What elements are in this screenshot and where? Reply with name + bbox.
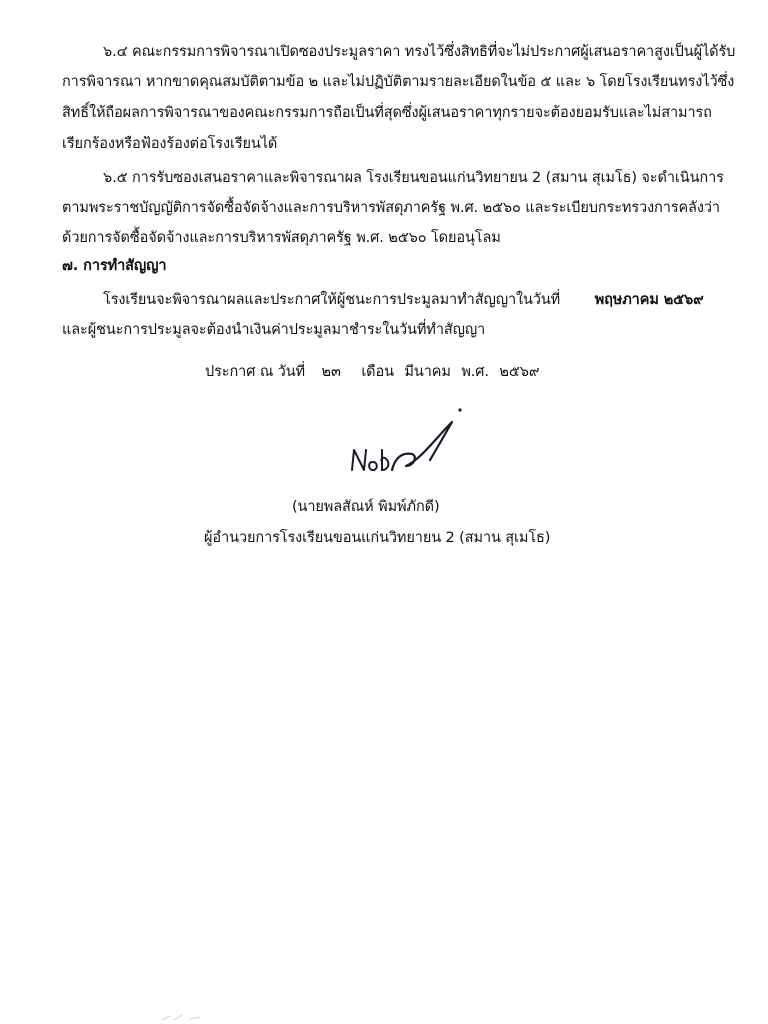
section-6-5-line-1: ๖.๕ การรับซองเสนอราคาและพิจารณาผล โรงเรียนขอนแก่นวิทยายน 2 (สมาน สุเมโธ) จะดำเนินการ bbox=[103, 170, 724, 186]
section-6-4-line-2: การพิจารณา หากขาดคุณสมบัติตามข้อ ๒ และไม่ปฏิบัติตามรายละเอียดในข้อ ๕ และ ๖ โดยโรงเรียนทรงไว้ซึ่ง bbox=[62, 74, 735, 90]
section-7-line-1 bbox=[103, 290, 704, 310]
announcement-line bbox=[205, 362, 539, 382]
announcement-day: ๒๓ bbox=[321, 364, 341, 380]
section-6-5-line-2: ตามพระราชบัญญัติการจัดซื้อจัดจ้างและการบริหารพัสดุภาครัฐ พ.ศ. ๒๕๖๐ และระเบียบกระทรวงการคลังว่า bbox=[62, 200, 720, 216]
section-7-line-1-text: โรงเรียนจะพิจารณาผลและประกาศให้ผู้ชนะการประมูลมาทำสัญญาในวันที่ bbox=[103, 292, 561, 308]
announcement-month: มีนาคม bbox=[404, 364, 451, 380]
section-7-heading: ๗. การทำสัญญา bbox=[62, 258, 167, 274]
handwritten-signature bbox=[340, 400, 470, 490]
announcement-month-label: เดือน bbox=[361, 364, 394, 380]
announcement-year: ๒๕๖๙ bbox=[499, 364, 540, 380]
section-6-5-line-3: ด้วยการจัดซื้อจัดจ้างและการบริหารพัสดุภาครัฐ พ.ศ. ๒๕๖๐ โดยอนุโลม bbox=[62, 230, 501, 246]
signatory-name: (นายพลสัณห์ พิมพ์ภักดี) bbox=[292, 499, 440, 515]
contract-date: พฤษภาคม ๒๕๖๙ bbox=[594, 292, 704, 308]
announcement-prefix: ประกาศ ณ วันที่ bbox=[205, 364, 305, 380]
scan-artifact bbox=[160, 1012, 220, 1022]
section-6-4-line-3: สิทธิ์ให้ถือผลการพิจารณาของคณะกรรมการถือเป็นที่สุดซึ่งผู้เสนอราคาทุกรายจะต้องยอมรับและไม่สามารถ bbox=[62, 105, 712, 121]
signatory-position: ผู้อำนวยการโรงเรียนขอนแก่นวิทยายน 2 (สมาน สุเมโธ) bbox=[204, 530, 551, 546]
section-6-4-line-4: เรียกร้องหรือฟ้องร้องต่อโรงเรียนได้ bbox=[62, 136, 278, 152]
announcement-year-label: พ.ศ. bbox=[461, 364, 489, 380]
section-6-4-line-1: ๖.๔ คณะกรรมการพิจารณาเปิดซองประมูลราคา ทรงไว้ซึ่งสิทธิที่จะไม่ประกาศผู้เสนอราคาสูงเป็นผู้ได้รับ bbox=[103, 44, 736, 60]
section-7-line-2: และผู้ชนะการประมูลจะต้องนำเงินค่าประมูลมาชำระในวันที่ทำสัญญา bbox=[62, 322, 486, 338]
